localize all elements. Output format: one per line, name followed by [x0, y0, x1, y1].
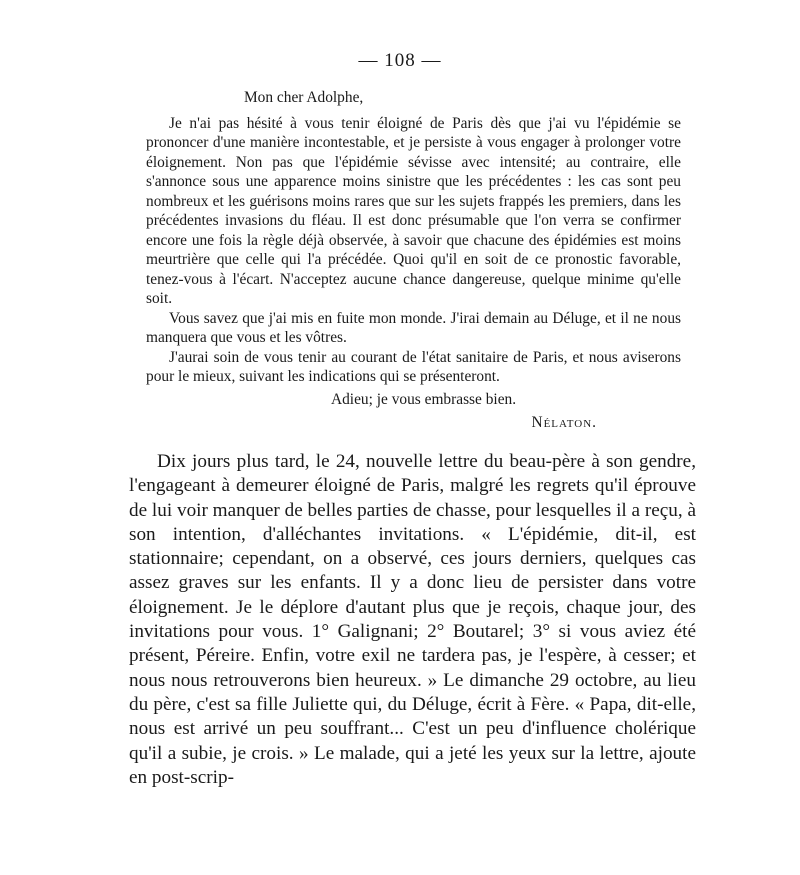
letter-paragraph: Je n'ai pas hésité à vous tenir éloigné de Paris dès que j'ai vu l'épidémie se prononcer d'une manière incontestable, et je persiste à vous engager à prolonger votre éloignement. Non pas que l'épidémie sévisse avec intensité; au contraire, elle s'annonce sous une apparence moins sinistre que les précédentes : les cas sont peu nombreux et les guérisons moins rares que sur les sujets frappés les premiers, dans les précédentes invasions du fléau. Il est donc présumable que l'on verra se confirmer encore une fois la règle déjà observée, à savoir que chacune des épidémies est moins meurtrière que celle qui l'a précédée. Quoi qu'il en soit de ce pronostic favorable, tenez-vous à l'écart. N'acceptez aucune chance dangereuse, quelque minime qu'elle soit.: [146, 114, 681, 307]
narrative-text: [129, 450, 696, 790]
letter-paragraph: J'aurai soin de vous tenir au courant de l'état sanitaire de Paris, et nous aviserons pour le mieux, suivant les indications qui se présenteront.: [146, 348, 681, 385]
letter-salutation: Mon cher Adolphe,: [244, 89, 364, 106]
letter-closing: Adieu; je vous embrasse bien.: [331, 390, 517, 408]
quoted-letter: [146, 88, 681, 433]
letter-paragraph: Vous savez que j'ai mis en fuite mon monde. J'irai demain au Déluge, et il ne nous manquera que vous et les vôtres.: [146, 309, 681, 346]
letter-signature: Nélaton.: [531, 414, 597, 431]
page-number: — 108 —: [358, 50, 442, 71]
narrative-paragraph: Dix jours plus tard, le 24, nouvelle lettre du beau-père à son gendre, l'engageant à demeurer éloigné de Paris, malgré les regrets qu'il éprouve de lui voir manquer de belles parties de chasse, pour lesquelles il a reçu, à son intention, d'alléchantes invitations. « L'épidémie, dit-il, est stationnaire; cependant, on a observé, ces jours derniers, quelques cas assez graves sur les enfants. Il y a donc lieu de persister dans votre éloignement. Je le déplore d'autant plus que je reçois, chaque jour, des invitations pour vous. 1° Galignani; 2° Boutarel; 3° si vous aviez été présent, Péreire. Enfin, votre exil ne tardera pas, je l'espère, à cesser; et nous nous retrouverons bien heureux. » Le dimanche 29 octobre, au lieu du père, c'est sa fille Juliette qui, du Déluge, écrit à Fère. « Papa, dit-elle, nous est arrivé un peu souffrant... C'est un peu d'influence cholérique qu'il a subie, je crois. » Le malade, qui a jeté les yeux sur la lettre, ajoute en post-scrip-: [129, 451, 696, 788]
